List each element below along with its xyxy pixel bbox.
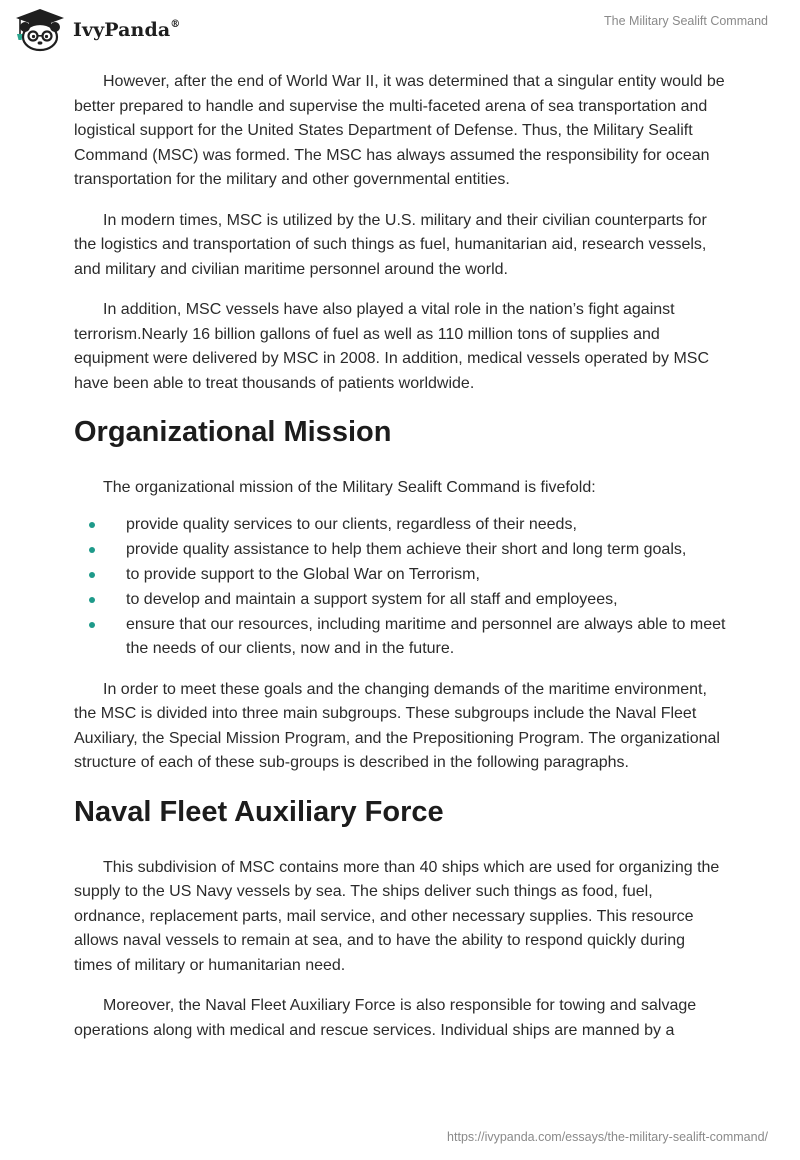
paragraph: In modern times, MSC is utilized by the U.S. military and their civilian counterparts for the logistics and transportation of such things as fuel, humanitarian aid, research vessels, and military and civilian maritime personnel around the world. [74,211,707,278]
panda-graduate-icon [14,8,66,52]
list-item: to develop and maintain a support system for all staff and employees, [74,588,726,613]
list-item: to provide support to the Global War on Terrorism, [74,563,726,588]
paragraph: In addition, MSC vessels have also played a vital role in the nation’s fight against terrorism.Nearly 16 billion gallons of fuel as well as 110 million tons of supplies and equipment were delivered by MSC in 2008. In addition, medical vessels operated by MSC have been able to treat thousands of patients worldwide. [74,301,709,392]
article-body [74,70,726,1059]
list-item: ensure that our resources, including maritime and personnel are always able to meet the needs of our clients, now and in the future. [74,613,726,662]
section-heading-mission: Organizational Mission [74,416,392,448]
paragraph: In order to meet these goals and the changing demands of the maritime environment, the MSC is divided into three main subgroups. These subgroups include the Naval Fleet Auxiliary, the Special Mission Program, and the Prepositioning Program. The organizational structure of each of these sub-groups is described in the following paragraphs. [74,680,720,771]
list-item: provide quality assistance to help them achieve their short and long term goals, [74,538,726,563]
list-item: provide quality services to our clients, regardless of their needs, [74,513,726,538]
paragraph: The organizational mission of the Military Sealift Command is fivefold: [103,479,596,496]
bullet-icon [89,522,95,528]
section-heading-naval: Naval Fleet Auxiliary Force [74,795,444,828]
page-header [0,0,800,60]
brand-name: IvyPanda® [73,18,181,41]
brand-logo[interactable] [14,8,180,52]
document-title: The Military Sealift Command [604,14,768,28]
mission-list [74,513,726,662]
paragraph: This subdivision of MSC contains more than 40 ships which are used for organizing the supply to the US Navy vessels by sea. The ships deliver such things as food, fuel, ordnance, replacement parts, mail service, and other necessary supplies. This resource allows naval vessels to remain at sea, and to have the ability to respond quickly during times of military or humanitarian need. [74,858,720,974]
paragraph: Moreover, the Naval Fleet Auxiliary Force is also responsible for towing and salvage operations along with medical and rescue services. Individual ships are manned by a [74,997,697,1039]
bullet-icon [89,597,95,603]
bullet-icon [89,547,95,553]
source-url[interactable]: https://ivypanda.com/essays/the-military-sealift-command/ [447,1130,768,1144]
paragraph: However, after the end of World War II, it was determined that a singular entity would be better prepared to handle and supervise the multi-faceted arena of sea transportation and logistical support for the United States Department of Defense. Thus, the Military Sealift Command (MSC) was formed. The MSC has always assumed the responsibility for ocean transportation for the military and other governmental entities. [74,73,725,188]
bullet-icon [89,572,95,578]
bullet-icon [89,622,95,628]
